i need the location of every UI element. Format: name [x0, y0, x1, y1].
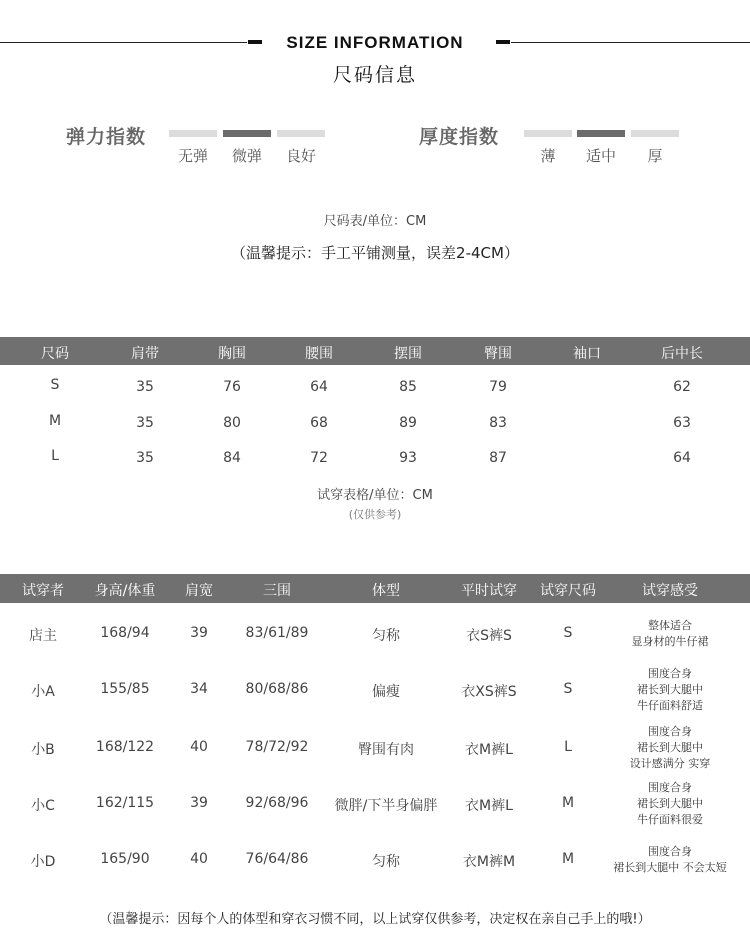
- thickness-level-0: 薄: [540, 147, 556, 165]
- thickness-level-2: 厚: [647, 147, 663, 165]
- try-cell-shoulder: 40: [190, 739, 208, 755]
- thickness-level-1: 适中: [585, 147, 616, 165]
- try-cell-feel: 设计感满分 实穿: [629, 757, 711, 770]
- size-cell: 85: [399, 379, 417, 395]
- try-col-header: 身高/体重: [94, 583, 156, 599]
- try-col-header: 体型: [372, 583, 400, 599]
- try-cell-feel: 裙长到大腿中: [637, 683, 703, 696]
- try-col-header: 试穿尺码: [540, 583, 596, 599]
- size-cell: 64: [310, 379, 328, 395]
- try-cell-feel: 围度合身: [648, 725, 692, 738]
- try-cell-hw: 155/85: [100, 681, 150, 697]
- size-cell: 83: [489, 415, 507, 431]
- size-col-header: 胸围: [218, 346, 246, 362]
- size-cell: 35: [136, 415, 154, 431]
- size-chart-tip: （温馨提示：手工平铺测量，误差2-4CM）: [231, 244, 519, 262]
- thickness-label: 厚度指数: [419, 126, 500, 148]
- size-col-header: 臀围: [484, 346, 512, 362]
- size-cell: 79: [489, 379, 507, 395]
- try-col-header: 肩宽: [185, 583, 213, 599]
- footer-tip: （温馨提示：因每个人的体型和穿衣习惯不同，以上试穿仅供参考，决定权在亲自己手上的哦!）: [99, 912, 651, 927]
- header-line-right: [511, 42, 750, 43]
- try-cell-size: M: [561, 851, 575, 867]
- try-col-header: 平时试穿: [461, 583, 517, 599]
- header-bar-right: [496, 40, 510, 44]
- try-cell-bwh: 92/68/96: [245, 795, 309, 811]
- elasticity-label: 弹力指数: [66, 126, 147, 148]
- size-cell: 80: [223, 415, 241, 431]
- thickness-seg-0: [524, 130, 572, 137]
- try-cell-name: 小C: [31, 798, 55, 814]
- size-col-header: 肩带: [131, 346, 159, 362]
- size-cell: 64: [673, 450, 691, 466]
- size-cell: L: [51, 448, 59, 464]
- size-col-header: 腰围: [305, 346, 333, 362]
- try-cell-bwh: 80/68/86: [245, 681, 309, 697]
- try-cell-usual: 衣XS裤S: [461, 684, 517, 700]
- try-cell-shoulder: 34: [190, 681, 208, 697]
- try-col-header: 试穿者: [22, 583, 64, 599]
- size-col-header: 摆围: [394, 346, 422, 362]
- try-cell-name: 店主: [29, 628, 57, 644]
- try-cell-hw: 165/90: [100, 851, 150, 867]
- size-cell: 62: [673, 379, 691, 395]
- try-cell-size: L: [564, 739, 572, 755]
- size-cell: 72: [310, 450, 328, 466]
- try-cell-usual: 衣M裤L: [465, 742, 513, 758]
- try-on-note: (仅供参考): [348, 508, 402, 521]
- try-cell-body: 偏瘦: [372, 684, 400, 700]
- try-cell-hw: 162/115: [95, 795, 155, 811]
- try-cell-usual: 衣M裤M: [462, 854, 516, 870]
- try-cell-feel: 整体适合: [648, 619, 692, 632]
- size-chart-header: [0, 337, 750, 365]
- try-cell-feel: 裙长到大腿中 不会太短: [613, 861, 727, 874]
- size-cell: S: [50, 377, 60, 393]
- try-cell-size: M: [561, 795, 575, 811]
- try-cell-feel: 裙长到大腿中: [637, 741, 703, 754]
- try-cell-usual: 衣S裤S: [466, 628, 512, 644]
- size-col-header: 袖口: [573, 346, 601, 362]
- try-cell-feel: 显身材的牛仔裙: [631, 635, 709, 648]
- elasticity-level-0: 无弹: [177, 147, 208, 165]
- title-en: SIZE INFORMATION: [286, 33, 464, 52]
- try-cell-name: 小D: [30, 854, 56, 870]
- size-cell: 89: [399, 415, 417, 431]
- try-cell-hw: 168/122: [95, 739, 155, 755]
- try-cell-body: 匀称: [372, 854, 400, 870]
- try-on-unit: 试穿表格/单位：CM: [317, 488, 433, 503]
- elasticity-seg-2: [277, 130, 325, 137]
- try-cell-name: 小B: [31, 742, 55, 758]
- size-col-header: 后中长: [661, 346, 703, 362]
- size-cell: 87: [489, 450, 507, 466]
- try-col-header: 三围: [263, 583, 291, 599]
- try-col-header: 试穿感受: [642, 583, 698, 599]
- size-cell: 76: [223, 379, 241, 395]
- try-on-header: [0, 574, 750, 603]
- size-cell: 84: [223, 450, 241, 466]
- header-line-left: [0, 42, 247, 43]
- size-cell: 93: [399, 450, 417, 466]
- try-cell-feel: 围度合身: [648, 781, 692, 794]
- try-cell-shoulder: 39: [190, 625, 208, 641]
- try-cell-feel: 裙长到大腿中: [637, 797, 703, 810]
- size-col-header: 尺码: [41, 346, 69, 362]
- try-cell-shoulder: 40: [190, 851, 208, 867]
- elasticity-level-2: 良好: [285, 147, 316, 165]
- try-cell-name: 小A: [31, 684, 55, 700]
- try-cell-bwh: 83/61/89: [245, 625, 309, 641]
- try-cell-bwh: 76/64/86: [245, 851, 309, 867]
- try-cell-feel: 牛仔面料舒适: [637, 699, 703, 712]
- try-cell-bwh: 78/72/92: [245, 739, 309, 755]
- thickness-seg-2: [631, 130, 679, 137]
- elasticity-level-1: 微弹: [231, 147, 262, 165]
- try-cell-feel: 围度合身: [648, 845, 692, 858]
- size-cell: 35: [136, 379, 154, 395]
- try-cell-size: S: [563, 681, 573, 697]
- title-cn: 尺码信息: [332, 64, 417, 86]
- size-cell: 35: [136, 450, 154, 466]
- try-cell-hw: 168/94: [100, 625, 150, 641]
- try-cell-feel: 围度合身: [648, 667, 692, 680]
- elasticity-seg-1: [223, 130, 271, 137]
- size-chart-unit: 尺码表/单位：CM: [323, 214, 427, 229]
- try-cell-feel: 牛仔面料很爱: [637, 813, 703, 826]
- thickness-seg-1: [577, 130, 625, 137]
- try-cell-body: 微胖/下半身偏胖: [334, 798, 438, 814]
- try-cell-shoulder: 39: [190, 795, 208, 811]
- size-cell: M: [48, 413, 62, 429]
- try-cell-body: 匀称: [372, 628, 400, 644]
- try-cell-body: 臀围有肉: [358, 742, 414, 758]
- try-cell-size: S: [563, 625, 573, 641]
- size-cell: 68: [310, 415, 328, 431]
- size-cell: 63: [673, 415, 691, 431]
- try-cell-usual: 衣M裤L: [465, 798, 513, 814]
- elasticity-seg-0: [169, 130, 217, 137]
